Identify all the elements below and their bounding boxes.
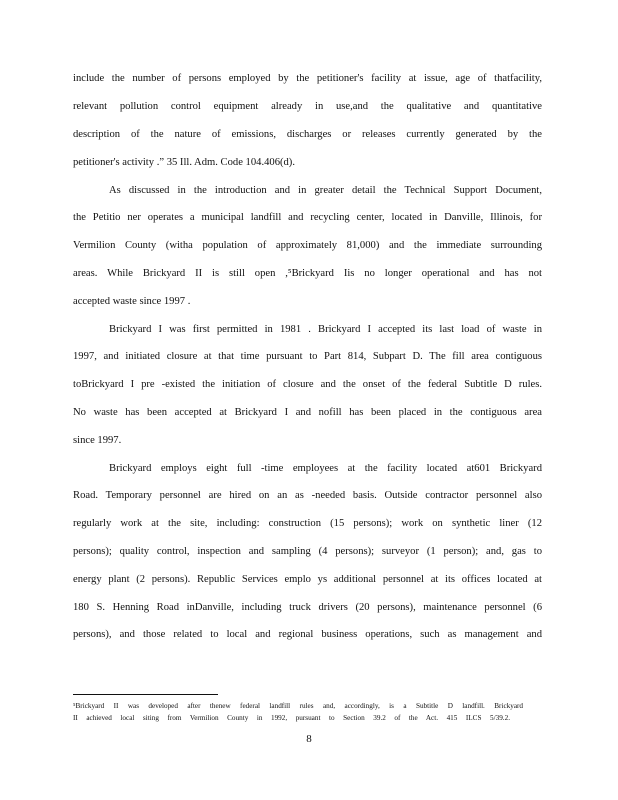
paragraph-3-line-5: since 1997. — [73, 435, 122, 446]
paragraph-2-line-4: areas. While Brickyard II is still open ,⁵Brickyard Iis no longer operational and has not — [73, 268, 542, 279]
paragraph-3-line-3: toBrickyard I pre -existed the initiation of closure and the onset of the federal Subtitle D rules. — [73, 379, 542, 390]
paragraph-4-line-4: persons); quality control, inspection and sampling (4 persons); surveyor (1 person); and, gas to — [73, 546, 542, 557]
paragraph-1-line-1: include the number of persons employed by the petitioner's facility at issue, age of thatfacility, — [73, 73, 542, 84]
footnote-line-2: II achieved local siting from Vermilion County in 1992, pursuant to Section 39.2 of the Act. 415 ILCS 5/39.2. — [73, 714, 510, 722]
paragraph-1-line-2: relevant pollution control equipment already in use,and the qualitative and quantitative — [73, 101, 542, 112]
footnote-separator — [73, 694, 218, 695]
paragraph-4-line-7: persons), and those related to local and regional business operations, such as management and — [73, 629, 542, 640]
paragraph-2-line-3: Vermilion County (witha population of approximately 81,000) and the immediate surrounding — [73, 240, 542, 251]
paragraph-1-line-4: petitioner's activity .” 35 Ill. Adm. Code 104.406(d). — [73, 157, 295, 168]
paragraph-3-line-4: No waste has been accepted at Brickyard I and nofill has been placed in the contiguous area — [73, 407, 542, 418]
paragraph-2-line-5: accepted waste since 1997 . — [73, 296, 191, 307]
page-number: 8 — [306, 733, 312, 745]
paragraph-3-line-2: 1997, and initiated closure at that time pursuant to Part 814, Subpart D. The fill area contiguous — [73, 351, 542, 362]
paragraph-3-line-1: Brickyard I was first permitted in 1981 . Brickyard I accepted its last load of waste in — [109, 324, 542, 335]
paragraph-2-line-2: the Petitio ner operates a municipal landfill and recycling center, located in Danville, Illinois, for — [73, 212, 542, 223]
paragraph-4-line-6: 180 S. Henning Road inDanville, including truck drivers (20 persons), maintenance personnel (6 — [73, 602, 542, 613]
paragraph-4-line-2: Road. Temporary personnel are hired on an as -needed basis. Outside contractor personnel also — [73, 490, 542, 501]
footnote-line-1: ⁵Brickyard II was developed after thenew federal landfill rules and, accordingly, is a Subtitle D landfill. Brickyard — [73, 702, 523, 710]
paragraph-2-line-1: As discussed in the introduction and in greater detail the Technical Support Document, — [109, 185, 542, 196]
paragraph-4-line-3: regularly work at the site, including: construction (15 persons); work on synthetic liner (12 — [73, 518, 542, 529]
paragraph-4-line-5: energy plant (2 persons). Republic Services emplo ys additional personnel at its offices located at — [73, 574, 542, 585]
paragraph-1-line-3: description of the nature of emissions, discharges or releases currently generated by the — [73, 129, 542, 140]
paragraph-4-line-1: Brickyard employs eight full -time employees at the facility located at601 Brickyard — [109, 463, 542, 474]
